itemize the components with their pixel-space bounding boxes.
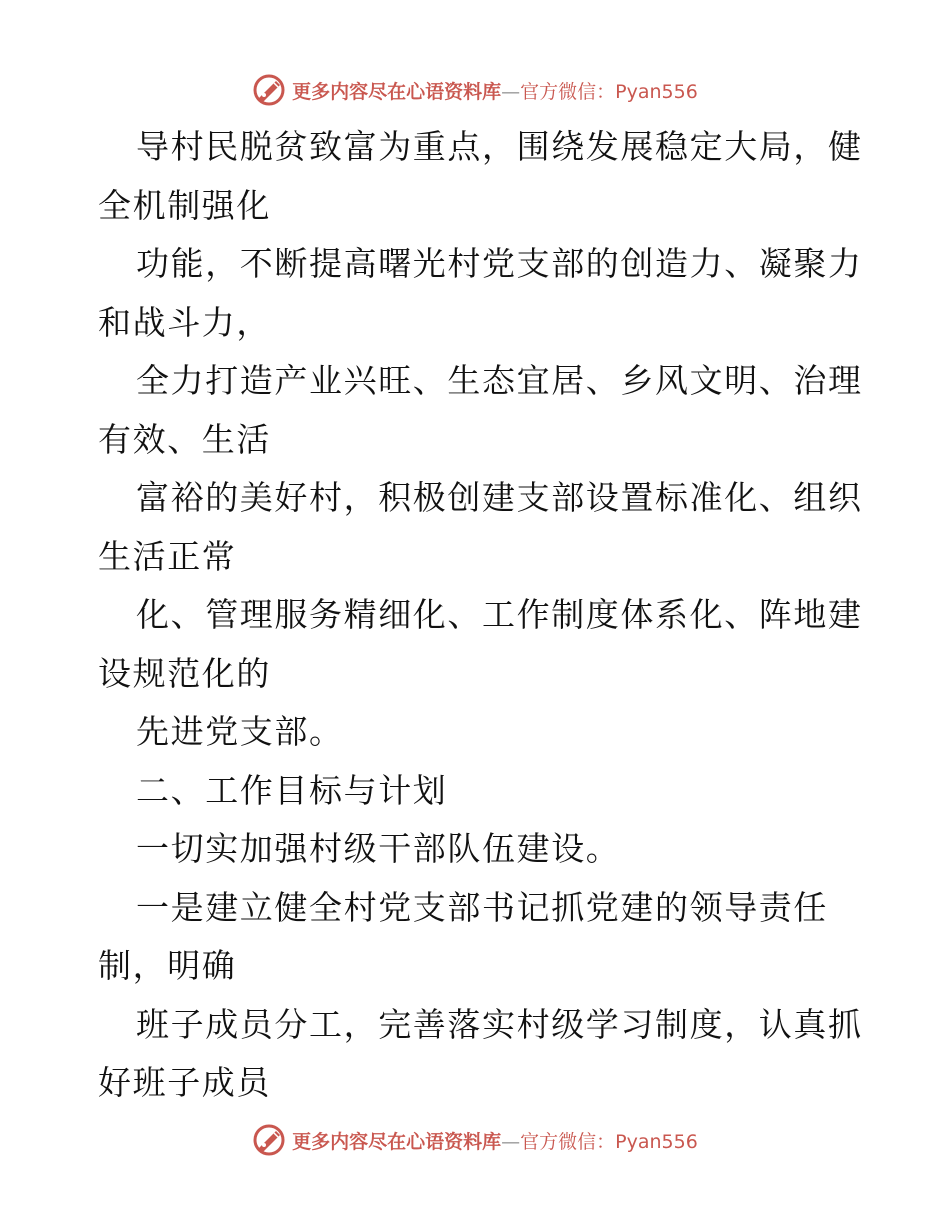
text-line: 富裕的美好村，积极创建支部设置标准化、组织	[136, 478, 863, 517]
footer-separator: —	[501, 1130, 521, 1153]
footer-brand-text: 更多内容尽在心语资料库	[292, 1130, 502, 1153]
text-line: 制，明确	[98, 946, 237, 985]
text-line: 全机制强化	[98, 185, 271, 225]
text-line: 功能，不断提高曙光村党支部的创造力、凝聚力	[136, 244, 863, 283]
header-brand	[292, 77, 698, 104]
text-line: 有效、生活	[98, 419, 271, 459]
header-separator: —	[501, 80, 521, 103]
text-line: 先进党支部。	[136, 712, 344, 751]
footer-wechat: 官方微信：Pyan556	[520, 1130, 698, 1153]
header-wechat: 官方微信：Pyan556	[520, 80, 698, 103]
document-body	[98, 118, 863, 1113]
text-line: 一是建立健全村党支部书记抓党建的领导责任	[136, 887, 828, 927]
pen-logo-icon	[252, 1123, 286, 1157]
text-line: 二、工作目标与计划	[136, 770, 448, 810]
text-line: 生活正常	[98, 536, 237, 576]
text-line: 和战斗力，	[98, 302, 271, 342]
text-line: 导村民脱贫致富为重点，围绕发展稳定大局，健	[136, 127, 863, 166]
footer-watermark	[0, 1120, 950, 1160]
pen-logo-icon	[252, 73, 286, 107]
text-line: 一切实加强村级干部队伍建设。	[136, 829, 621, 868]
text-line: 好班子成员	[98, 1063, 271, 1102]
header-brand-text: 更多内容尽在心语资料库	[292, 80, 502, 103]
text-line: 化、管理服务精细化、工作制度体系化、阵地建	[136, 595, 863, 634]
footer-brand	[292, 1127, 698, 1154]
text-line: 班子成员分工，完善落实村级学习制度，认真抓	[136, 1004, 863, 1044]
text-line: 设规范化的	[98, 653, 271, 693]
text-line: 全力打造产业兴旺、生态宜居、乡风文明、治理	[136, 361, 863, 400]
header-watermark	[0, 70, 950, 110]
